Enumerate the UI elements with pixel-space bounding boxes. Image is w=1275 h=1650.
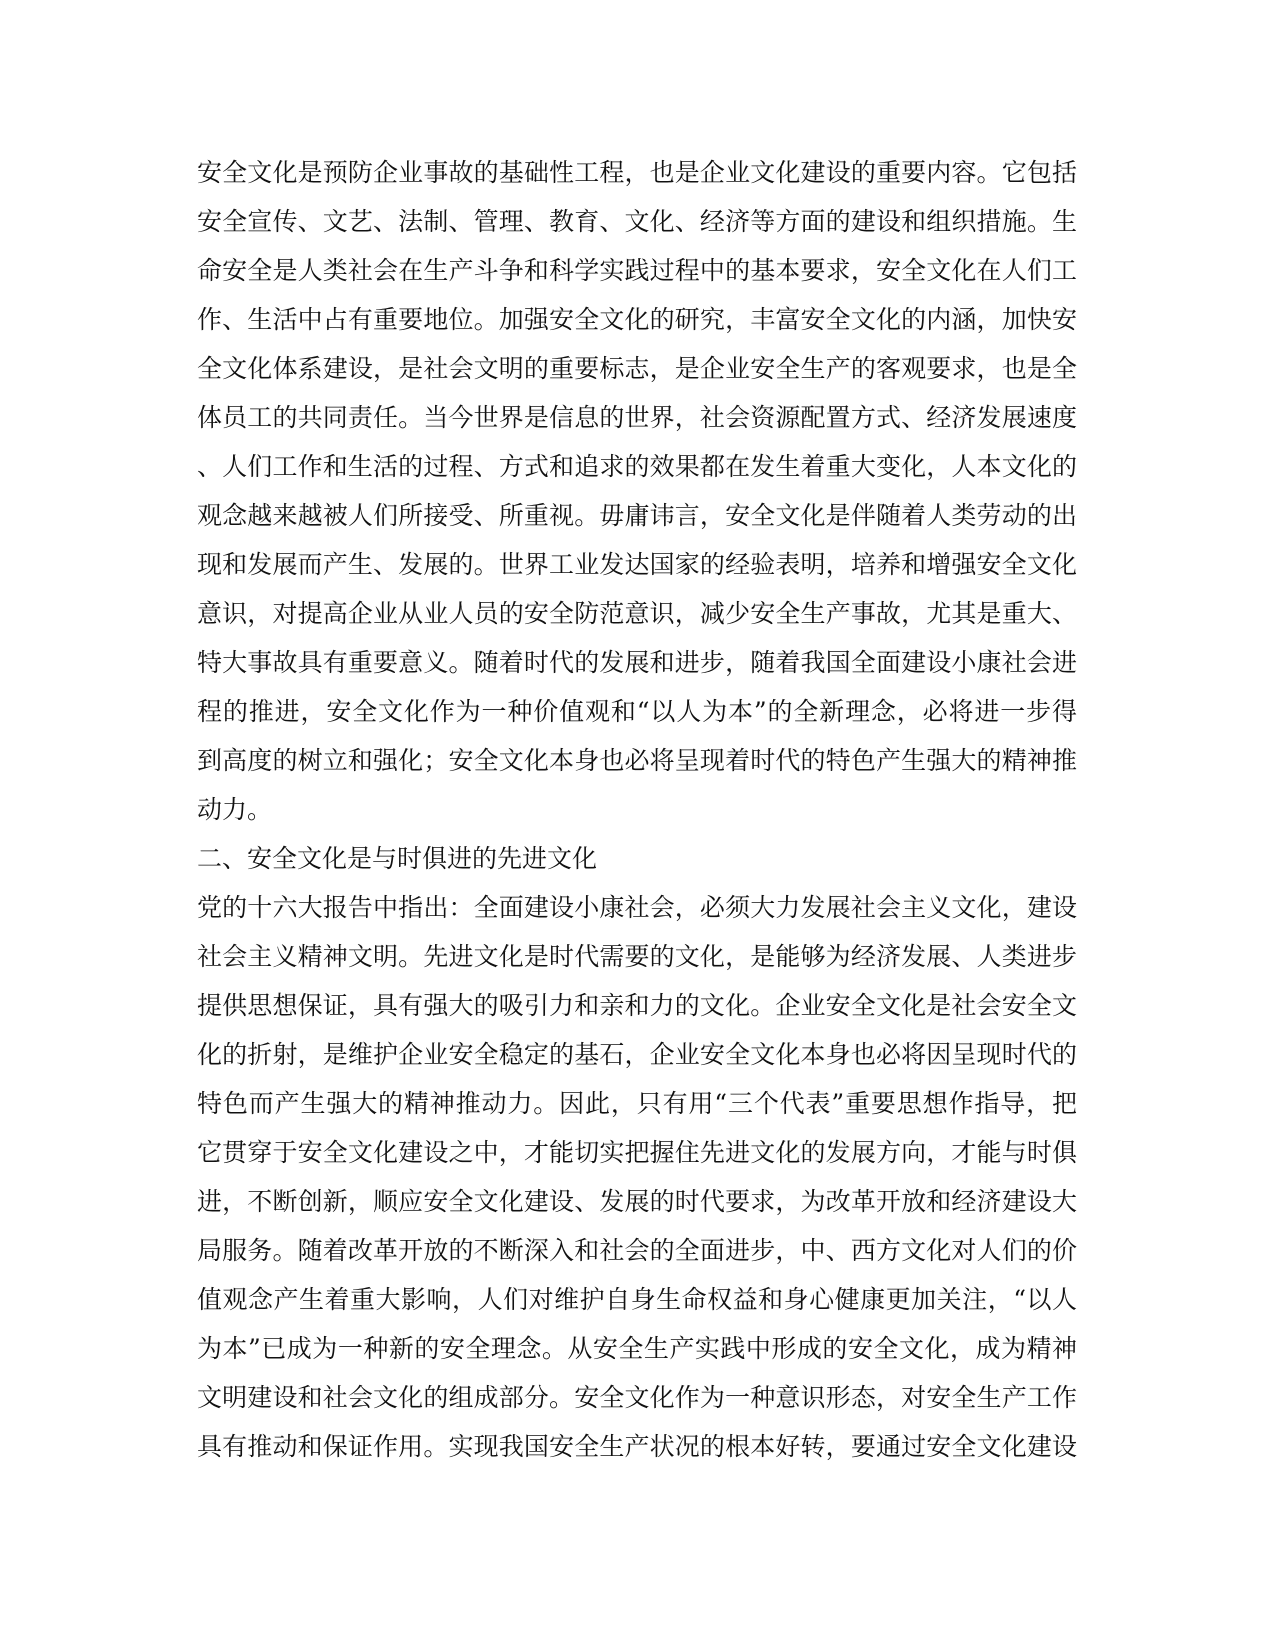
text-line: 社会主义精神文明。先进文化是时代需要的文化，是能够为经济发展、人类进步 <box>197 942 1077 971</box>
text-line: 特大事故具有重要意义。随着时代的发展和进步，随着我国全面建设小康社会进 <box>197 648 1077 677</box>
text-line: 为本”已成为一种新的安全理念。从安全生产实践中形成的安全文化，成为精神 <box>197 1334 1077 1363</box>
text-line: 特色而产生强大的精神推动力。因此，只有用“三个代表”重要思想作指导，把 <box>197 1089 1077 1118</box>
text-line: 安全文化是预防企业事故的基础性工程，也是企业文化建设的重要内容。它包括 <box>197 158 1077 187</box>
paragraph-2 <box>197 883 1077 1471</box>
text-line: 体员工的共同责任。当今世界是信息的世界，社会资源配置方式、经济发展速度 <box>197 403 1077 432</box>
document-page <box>197 148 1077 1471</box>
text-line: 现和发展而产生、发展的。世界工业发达国家的经验表明，培养和增强安全文化 <box>197 550 1077 579</box>
text-line: 安全宣传、文艺、法制、管理、教育、文化、经济等方面的建设和组织措施。生 <box>197 207 1077 236</box>
text-line: 作、生活中占有重要地位。加强安全文化的研究，丰富安全文化的内涵，加快安 <box>197 305 1077 334</box>
text-line: 提供思想保证，具有强大的吸引力和亲和力的文化。企业安全文化是社会安全文 <box>197 991 1077 1020</box>
section-heading: 二、安全文化是与时俱进的先进文化 <box>197 844 598 873</box>
text-line: 值观念产生着重大影响，人们对维护自身生命权益和身心健康更加关注，“以人 <box>197 1285 1077 1314</box>
text-line: 意识，对提高企业从业人员的安全防范意识，减少安全生产事故，尤其是重大、 <box>197 599 1077 628</box>
text-line: 、人们工作和生活的过程、方式和追求的效果都在发生着重大变化，人本文化的 <box>197 452 1077 481</box>
text-line: 命安全是人类社会在生产斗争和科学实践过程中的基本要求，安全文化在人们工 <box>197 256 1077 285</box>
text-line: 到高度的树立和强化；安全文化本身也必将呈现着时代的特色产生强大的精神推 <box>197 746 1077 775</box>
text-line: 局服务。随着改革开放的不断深入和社会的全面进步，中、西方文化对人们的价 <box>197 1236 1077 1265</box>
text-line: 党的十六大报告中指出：全面建设小康社会，必须大力发展社会主义文化，建设 <box>197 893 1077 922</box>
text-line: 动力。 <box>197 795 273 824</box>
text-line: 观念越来越被人们所接受、所重视。毋庸讳言，安全文化是伴随着人类劳动的出 <box>197 501 1077 530</box>
text-line: 文明建设和社会文化的组成部分。安全文化作为一种意识形态，对安全生产工作 <box>197 1383 1077 1412</box>
text-line: 它贯穿于安全文化建设之中，才能切实把握住先进文化的发展方向，才能与时俱 <box>197 1138 1077 1167</box>
paragraph-1 <box>197 148 1077 834</box>
text-line: 进，不断创新，顺应安全文化建设、发展的时代要求，为改革开放和经济建设大 <box>197 1187 1077 1216</box>
text-line: 化的折射，是维护企业安全稳定的基石，企业安全文化本身也必将因呈现时代的 <box>197 1040 1077 1069</box>
text-line: 全文化体系建设，是社会文明的重要标志，是企业安全生产的客观要求，也是全 <box>197 354 1077 383</box>
text-line: 程的推进，安全文化作为一种价值观和“以人为本”的全新理念，必将进一步得 <box>197 697 1077 726</box>
text-line: 具有推动和保证作用。实现我国安全生产状况的根本好转，要通过安全文化建设 <box>197 1432 1077 1461</box>
